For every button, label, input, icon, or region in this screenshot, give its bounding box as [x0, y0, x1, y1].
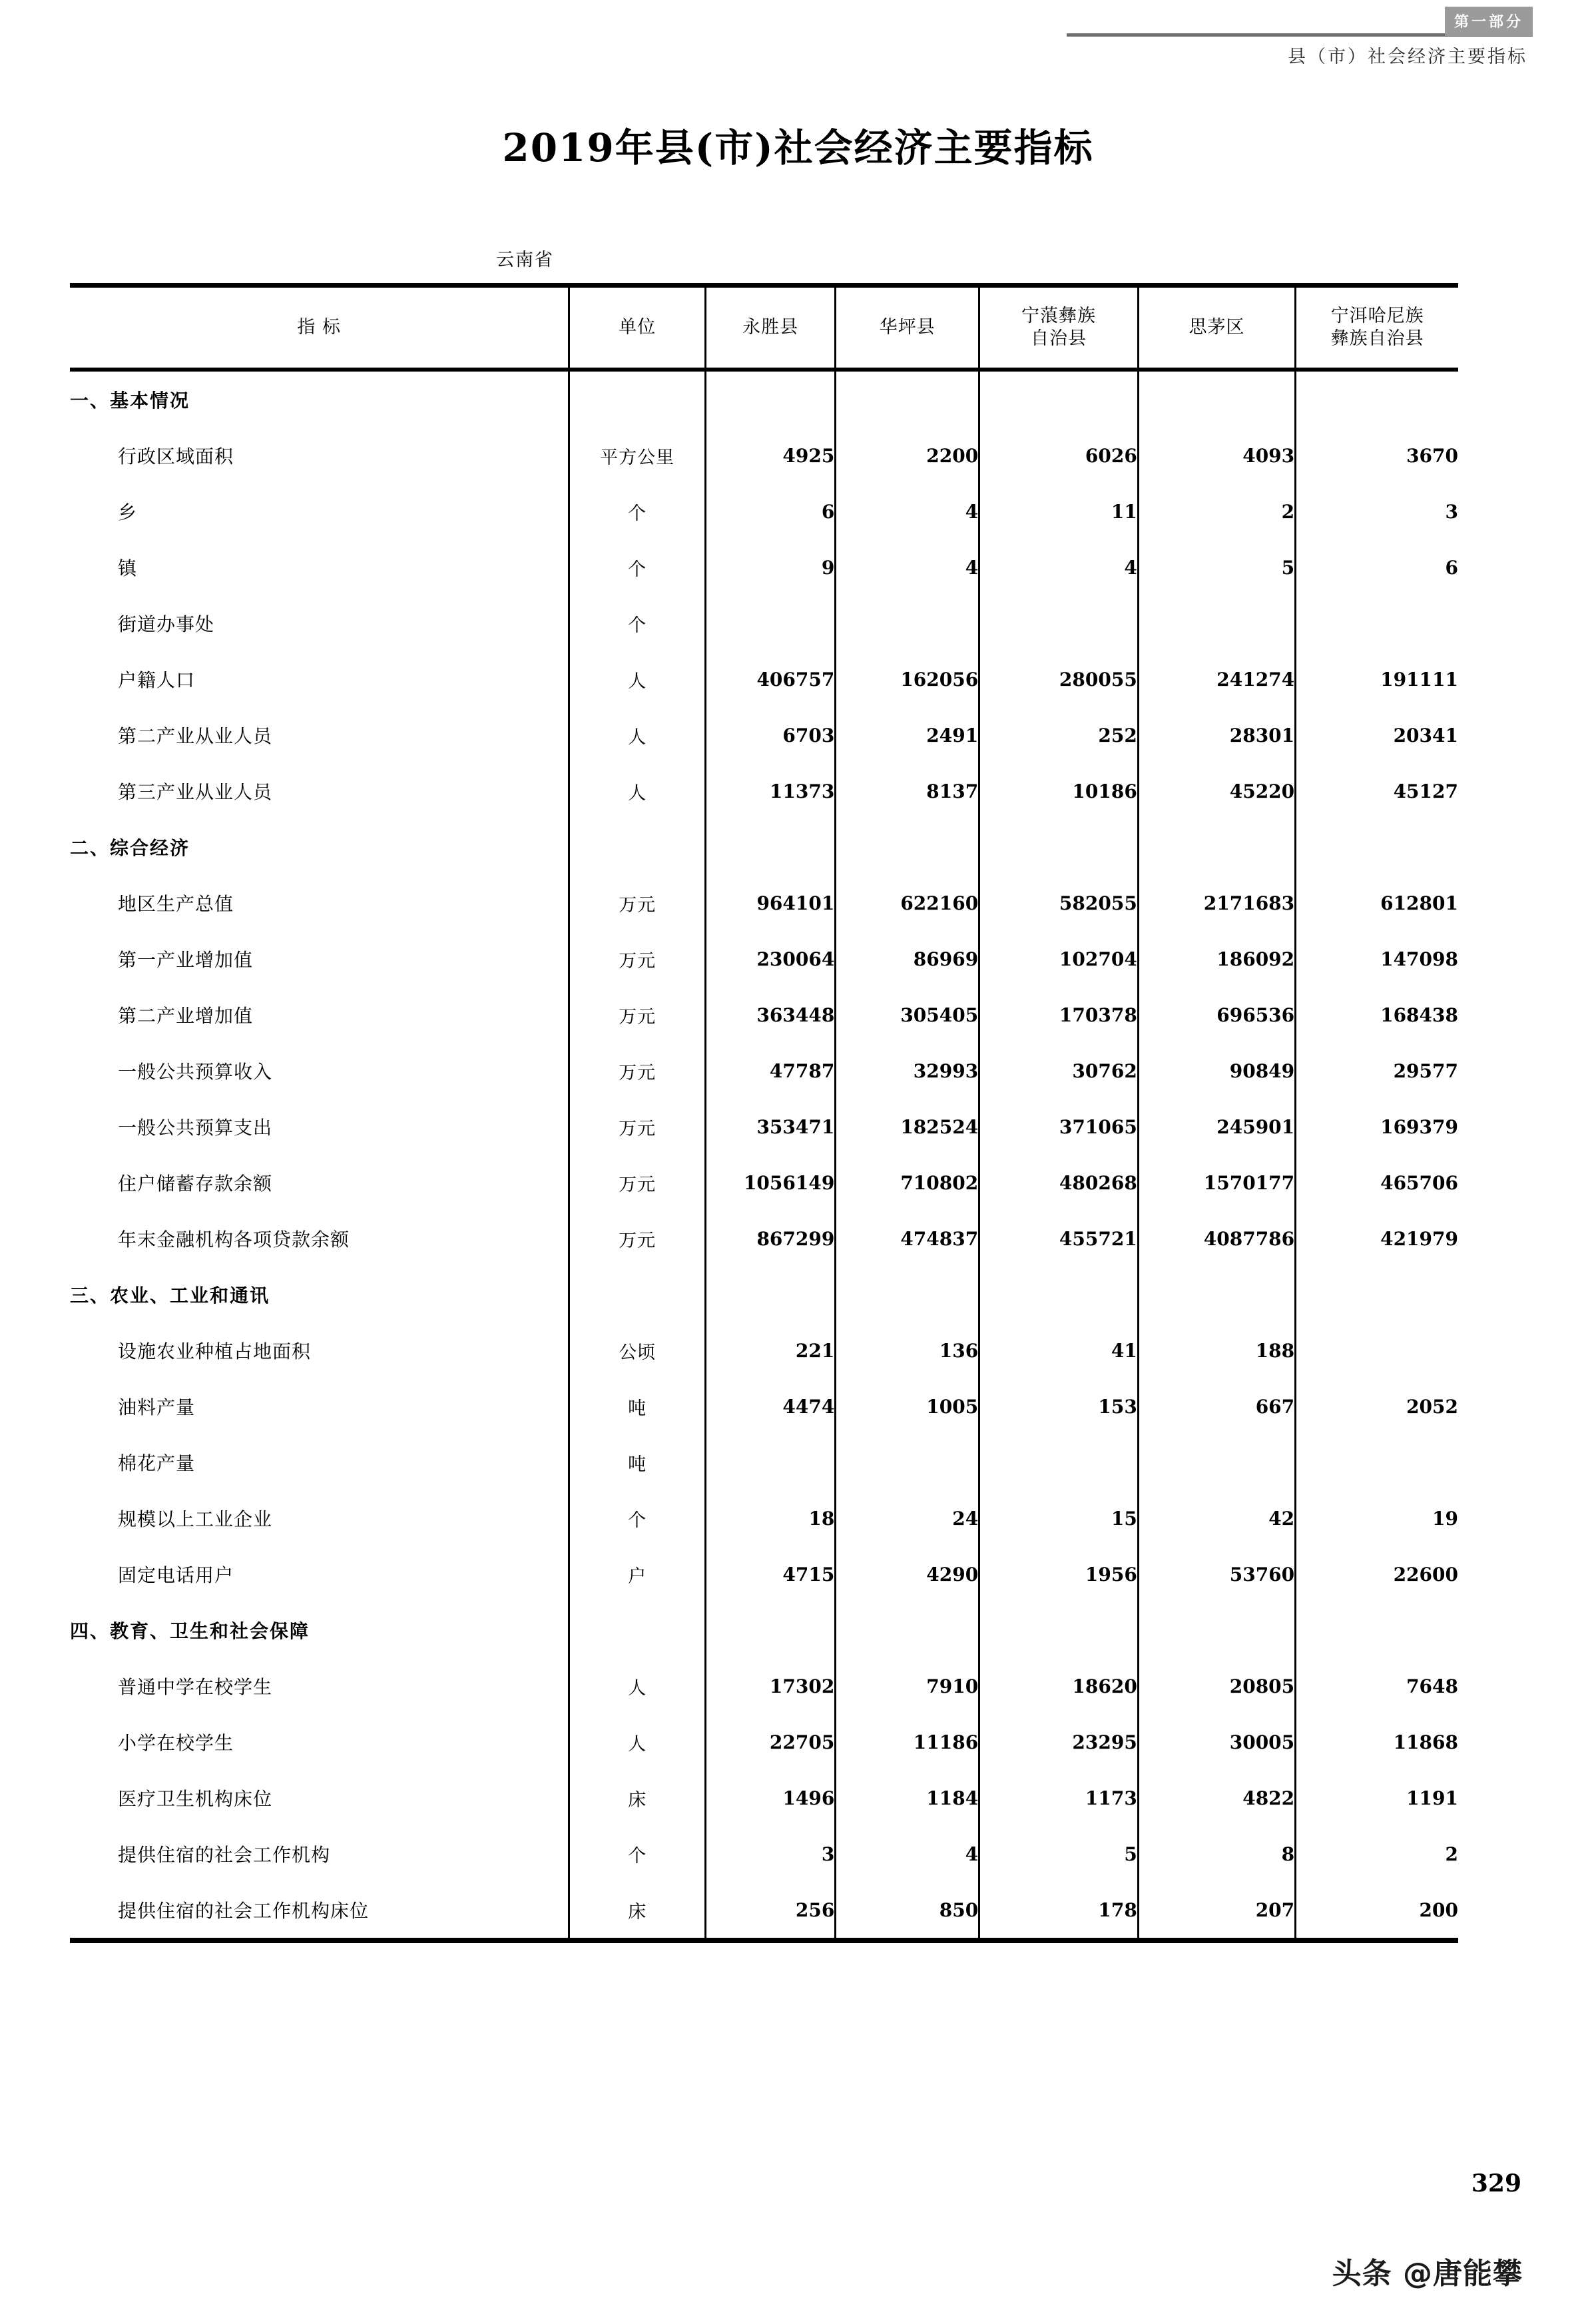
value-cell: [836, 595, 979, 651]
unit-cell: 平方公里: [569, 428, 706, 483]
value-cell: 4: [836, 483, 979, 539]
table-row: [70, 987, 1458, 1043]
value-cell: 45127: [1296, 763, 1458, 819]
table-row: [70, 875, 1458, 931]
value-cell: [1296, 595, 1458, 651]
value-cell: 4474: [705, 1378, 835, 1434]
indicator-label: [70, 1714, 569, 1770]
value-cell: 465706: [1296, 1155, 1458, 1211]
value-cell: 19: [1296, 1490, 1458, 1546]
indicator-text: 乡: [118, 501, 138, 523]
value-cell: 41: [979, 1322, 1139, 1378]
part-tab-badge: 第一部分: [1445, 7, 1533, 36]
value-cell: [836, 372, 979, 428]
value-cell: 3: [705, 1826, 835, 1882]
value-cell: [705, 1434, 835, 1490]
value-cell: 90849: [1138, 1043, 1295, 1099]
value-cell: 612801: [1296, 875, 1458, 931]
indicator-label: [70, 1155, 569, 1211]
value-cell: 168438: [1296, 987, 1458, 1043]
indicator-label: [70, 1658, 569, 1714]
unit-cell: 个: [569, 1490, 706, 1546]
value-cell: [705, 1267, 835, 1322]
unit-cell: 万元: [569, 1155, 706, 1211]
value-cell: 421979: [1296, 1211, 1458, 1267]
value-cell: 710802: [836, 1155, 979, 1211]
indicator-label: [70, 707, 569, 763]
value-cell: 256: [705, 1882, 835, 1938]
table-body: [70, 372, 1458, 1938]
value-cell: 6026: [979, 428, 1139, 483]
indicator-text: 第一产业增加值: [118, 949, 254, 971]
value-cell: 11373: [705, 763, 835, 819]
value-cell: 170378: [979, 987, 1139, 1043]
value-cell: 42: [1138, 1490, 1295, 1546]
value-cell: [1138, 1434, 1295, 1490]
value-cell: 1173: [979, 1770, 1139, 1826]
value-cell: 23295: [979, 1714, 1139, 1770]
value-cell: 11: [979, 483, 1139, 539]
table-row: [70, 1882, 1458, 1938]
value-cell: 200: [1296, 1882, 1458, 1938]
value-cell: [705, 372, 835, 428]
value-cell: 32993: [836, 1043, 979, 1099]
value-cell: [836, 819, 979, 875]
indicator-label: [70, 595, 569, 651]
table-row: [70, 1658, 1458, 1714]
value-cell: [1138, 372, 1295, 428]
value-cell: 8: [1138, 1826, 1295, 1882]
value-cell: [979, 1434, 1139, 1490]
value-cell: 1184: [836, 1770, 979, 1826]
value-cell: 153: [979, 1378, 1139, 1434]
value-cell: [1296, 1267, 1458, 1322]
value-cell: [836, 1267, 979, 1322]
indicator-text: 棉花产量: [118, 1452, 196, 1474]
value-cell: 252: [979, 707, 1139, 763]
indicator-label: [70, 539, 569, 595]
value-cell: 4822: [1138, 1770, 1295, 1826]
column-header-ninger: [1296, 288, 1458, 368]
unit-cell: 万元: [569, 931, 706, 987]
value-cell: 622160: [836, 875, 979, 931]
province-label: 云南省: [496, 250, 554, 270]
value-cell: 6703: [705, 707, 835, 763]
value-cell: 2: [1296, 1826, 1458, 1882]
value-cell: 162056: [836, 651, 979, 707]
indicator-label: [70, 1770, 569, 1826]
value-cell: 1570177: [1138, 1155, 1295, 1211]
value-cell: 186092: [1138, 931, 1295, 987]
value-cell: 47787: [705, 1043, 835, 1099]
value-cell: [979, 1602, 1139, 1658]
indicator-text: 第二产业从业人员: [118, 725, 273, 747]
indicator-text: 行政区域面积: [118, 445, 234, 467]
indicator-label: [70, 931, 569, 987]
value-cell: 2200: [836, 428, 979, 483]
value-cell: 15: [979, 1490, 1139, 1546]
indicator-label: [70, 483, 569, 539]
value-cell: [979, 1267, 1139, 1322]
value-cell: 6: [705, 483, 835, 539]
value-cell: 9: [705, 539, 835, 595]
unit-cell: 个: [569, 595, 706, 651]
value-cell: 280055: [979, 651, 1139, 707]
indicator-text: 住户储蓄存款余额: [118, 1173, 273, 1195]
value-cell: 5: [1138, 539, 1295, 595]
table-bottom-rule: [70, 1938, 1458, 1943]
value-cell: [1296, 819, 1458, 875]
indicator-text: 小学在校学生: [118, 1732, 234, 1754]
indicator-label: [70, 1826, 569, 1882]
table-row: [70, 595, 1458, 651]
column-header-ninglang-line2: 自治县: [1031, 328, 1087, 349]
indicator-text: 三、农业、工业和通讯: [70, 1285, 270, 1306]
table-row: [70, 1043, 1458, 1099]
value-cell: 86969: [836, 931, 979, 987]
unit-cell: 万元: [569, 1211, 706, 1267]
value-cell: 2171683: [1138, 875, 1295, 931]
running-head-title: 县（市）社会经济主要指标: [1288, 47, 1527, 67]
value-cell: 2491: [836, 707, 979, 763]
value-cell: 305405: [836, 987, 979, 1043]
indicator-text: 一、基本情况: [70, 390, 190, 412]
value-cell: 7910: [836, 1658, 979, 1714]
indicator-label: [70, 875, 569, 931]
page-number: 329: [1471, 2170, 1521, 2197]
value-cell: 582055: [979, 875, 1139, 931]
column-header-ninger-line1: 宁洱哈尼族: [1330, 306, 1424, 327]
value-cell: 4290: [836, 1546, 979, 1602]
value-cell: 24: [836, 1490, 979, 1546]
indicator-label: [70, 1490, 569, 1546]
indicator-text: 镇: [118, 557, 138, 579]
unit-cell: 人: [569, 651, 706, 707]
table-row: [70, 1714, 1458, 1770]
statistics-table-wrapper: [70, 283, 1458, 1943]
value-cell: [705, 819, 835, 875]
indicator-label: [70, 1043, 569, 1099]
value-cell: 20805: [1138, 1658, 1295, 1714]
unit-cell: 万元: [569, 987, 706, 1043]
unit-cell: 万元: [569, 1043, 706, 1099]
value-cell: [979, 819, 1139, 875]
value-cell: 28301: [1138, 707, 1295, 763]
value-cell: 30005: [1138, 1714, 1295, 1770]
indicator-text: 设施农业种植占地面积: [118, 1340, 312, 1362]
statistics-table-body: [70, 372, 1458, 1938]
table-row: [70, 707, 1458, 763]
unit-cell: 公顷: [569, 1322, 706, 1378]
column-header-indicator: 指 标: [70, 288, 569, 368]
value-cell: 363448: [705, 987, 835, 1043]
value-cell: [979, 595, 1139, 651]
value-cell: 3670: [1296, 428, 1458, 483]
value-cell: [1296, 372, 1458, 428]
value-cell: 22705: [705, 1714, 835, 1770]
table-row: [70, 1099, 1458, 1155]
indicator-label: [70, 1099, 569, 1155]
unit-cell: 床: [569, 1770, 706, 1826]
value-cell: [1296, 1434, 1458, 1490]
table-row: [70, 763, 1458, 819]
unit-cell: 个: [569, 483, 706, 539]
value-cell: 6: [1296, 539, 1458, 595]
column-header-ninger-line2: 彝族自治县: [1330, 328, 1424, 349]
value-cell: 245901: [1138, 1099, 1295, 1155]
value-cell: 182524: [836, 1099, 979, 1155]
indicator-text: 油料产量: [118, 1396, 196, 1418]
statistics-table: [70, 288, 1458, 368]
value-cell: [1296, 1602, 1458, 1658]
value-cell: 17302: [705, 1658, 835, 1714]
column-header-ninglang-line1: 宁蒗彝族: [1021, 306, 1097, 327]
value-cell: 4925: [705, 428, 835, 483]
unit-cell: 人: [569, 1714, 706, 1770]
value-cell: 102704: [979, 931, 1139, 987]
value-cell: 696536: [1138, 987, 1295, 1043]
value-cell: 667: [1138, 1378, 1295, 1434]
value-cell: 221: [705, 1322, 835, 1378]
value-cell: [979, 372, 1139, 428]
indicator-text: 医疗卫生机构床位: [118, 1788, 273, 1810]
indicator-label: [70, 1211, 569, 1267]
unit-cell: 床: [569, 1882, 706, 1938]
table-row: [70, 539, 1458, 595]
unit-cell: 人: [569, 763, 706, 819]
table-row: [70, 1826, 1458, 1882]
indicator-label: [70, 1546, 569, 1602]
value-cell: 45220: [1138, 763, 1295, 819]
unit-cell: 个: [569, 539, 706, 595]
indicator-text: 提供住宿的社会工作机构: [118, 1844, 331, 1866]
indicator-text: 规模以上工业企业: [118, 1508, 273, 1530]
value-cell: [705, 595, 835, 651]
indicator-text: 一般公共预算支出: [118, 1117, 273, 1139]
value-cell: 4: [836, 1826, 979, 1882]
table-row: [70, 931, 1458, 987]
value-cell: 147098: [1296, 931, 1458, 987]
indicator-text: 第三产业从业人员: [118, 781, 273, 803]
value-cell: 480268: [979, 1155, 1139, 1211]
table-top-rule: [70, 283, 1458, 288]
value-cell: 1956: [979, 1546, 1139, 1602]
value-cell: [705, 1602, 835, 1658]
value-cell: 29577: [1296, 1043, 1458, 1099]
indicator-text: 提供住宿的社会工作机构床位: [118, 1900, 370, 1922]
table-row: [70, 1211, 1458, 1267]
column-header-yongsheng: 永胜县: [705, 288, 835, 368]
indicator-text: 地区生产总值: [118, 893, 234, 915]
watermark: 头条 @唐能攀: [1332, 2257, 1523, 2291]
value-cell: 406757: [705, 651, 835, 707]
table-row: [70, 1322, 1458, 1378]
indicator-text: 年末金融机构各项贷款余额: [118, 1229, 350, 1251]
value-cell: 474837: [836, 1211, 979, 1267]
running-head: [1000, 7, 1533, 68]
section-label: [70, 1602, 569, 1658]
value-cell: 2: [1138, 483, 1295, 539]
value-cell: 867299: [705, 1211, 835, 1267]
value-cell: [836, 1434, 979, 1490]
value-cell: 4093: [1138, 428, 1295, 483]
value-cell: 371065: [979, 1099, 1139, 1155]
value-cell: 8137: [836, 763, 979, 819]
value-cell: 178: [979, 1882, 1139, 1938]
indicator-text: 普通中学在校学生: [118, 1676, 273, 1698]
table-section-row: [70, 819, 1458, 875]
unit-cell: [569, 372, 706, 428]
column-header-huaping: 华坪县: [836, 288, 979, 368]
indicator-label: [70, 1378, 569, 1434]
value-cell: 11868: [1296, 1714, 1458, 1770]
value-cell: 53760: [1138, 1546, 1295, 1602]
value-cell: 3: [1296, 483, 1458, 539]
value-cell: 1496: [705, 1770, 835, 1826]
indicator-label: [70, 651, 569, 707]
table-row: [70, 1770, 1458, 1826]
value-cell: 455721: [979, 1211, 1139, 1267]
value-cell: 20341: [1296, 707, 1458, 763]
value-cell: 241274: [1138, 651, 1295, 707]
value-cell: [1296, 1322, 1458, 1378]
value-cell: 188: [1138, 1322, 1295, 1378]
value-cell: [1138, 1602, 1295, 1658]
indicator-text: 二、综合经济: [70, 837, 190, 859]
section-label: [70, 1267, 569, 1322]
page-title: 2019年县(市)社会经济主要指标: [502, 125, 1094, 170]
value-cell: 191111: [1296, 651, 1458, 707]
table-head: [70, 288, 1458, 368]
indicator-label: [70, 763, 569, 819]
value-cell: 4715: [705, 1546, 835, 1602]
value-cell: 4: [979, 539, 1139, 595]
indicator-text: 第二产业增加值: [118, 1005, 254, 1027]
value-cell: 230064: [705, 931, 835, 987]
table-section-row: [70, 1267, 1458, 1322]
unit-cell: 吨: [569, 1378, 706, 1434]
unit-cell: [569, 1602, 706, 1658]
table-row: [70, 483, 1458, 539]
indicator-label: [70, 987, 569, 1043]
value-cell: [1138, 1267, 1295, 1322]
value-cell: 964101: [705, 875, 835, 931]
table-row: [70, 428, 1458, 483]
unit-cell: 户: [569, 1546, 706, 1602]
value-cell: [1138, 819, 1295, 875]
value-cell: 18: [705, 1490, 835, 1546]
value-cell: 7648: [1296, 1658, 1458, 1714]
table-section-row: [70, 1602, 1458, 1658]
column-header-ninglang: [979, 288, 1139, 368]
table-row: [70, 1155, 1458, 1211]
value-cell: 1056149: [705, 1155, 835, 1211]
indicator-label: [70, 428, 569, 483]
section-label: [70, 372, 569, 428]
indicator-text: 固定电话用户: [118, 1564, 234, 1586]
value-cell: 11186: [836, 1714, 979, 1770]
table-header-row: [70, 288, 1458, 368]
value-cell: 30762: [979, 1043, 1139, 1099]
unit-cell: 万元: [569, 875, 706, 931]
table-row: [70, 1490, 1458, 1546]
value-cell: 207: [1138, 1882, 1295, 1938]
unit-cell: 人: [569, 1658, 706, 1714]
unit-cell: 人: [569, 707, 706, 763]
table-section-row: [70, 372, 1458, 428]
value-cell: 18620: [979, 1658, 1139, 1714]
table-row: [70, 651, 1458, 707]
value-cell: 850: [836, 1882, 979, 1938]
indicator-label: [70, 1882, 569, 1938]
table-row: [70, 1434, 1458, 1490]
table-row: [70, 1378, 1458, 1434]
value-cell: [836, 1602, 979, 1658]
unit-cell: [569, 819, 706, 875]
table-row: [70, 1546, 1458, 1602]
value-cell: [1138, 595, 1295, 651]
value-cell: 169379: [1296, 1099, 1458, 1155]
indicator-text: 街道办事处: [118, 613, 215, 635]
indicator-text: 一般公共预算收入: [118, 1061, 273, 1083]
indicator-text: 户籍人口: [118, 669, 196, 691]
unit-cell: 吨: [569, 1434, 706, 1490]
unit-cell: 万元: [569, 1099, 706, 1155]
section-label: [70, 819, 569, 875]
value-cell: 353471: [705, 1099, 835, 1155]
value-cell: 4087786: [1138, 1211, 1295, 1267]
value-cell: 4: [836, 539, 979, 595]
unit-cell: [569, 1267, 706, 1322]
value-cell: 136: [836, 1322, 979, 1378]
indicator-label: [70, 1434, 569, 1490]
indicator-label: [70, 1322, 569, 1378]
column-header-simao: 思茅区: [1138, 288, 1295, 368]
value-cell: 2052: [1296, 1378, 1458, 1434]
value-cell: 10186: [979, 763, 1139, 819]
column-header-unit: 单位: [569, 288, 706, 368]
value-cell: 1005: [836, 1378, 979, 1434]
value-cell: 22600: [1296, 1546, 1458, 1602]
value-cell: 1191: [1296, 1770, 1458, 1826]
indicator-text: 四、教育、卫生和社会保障: [70, 1620, 310, 1642]
unit-cell: 个: [569, 1826, 706, 1882]
value-cell: 5: [979, 1826, 1139, 1882]
